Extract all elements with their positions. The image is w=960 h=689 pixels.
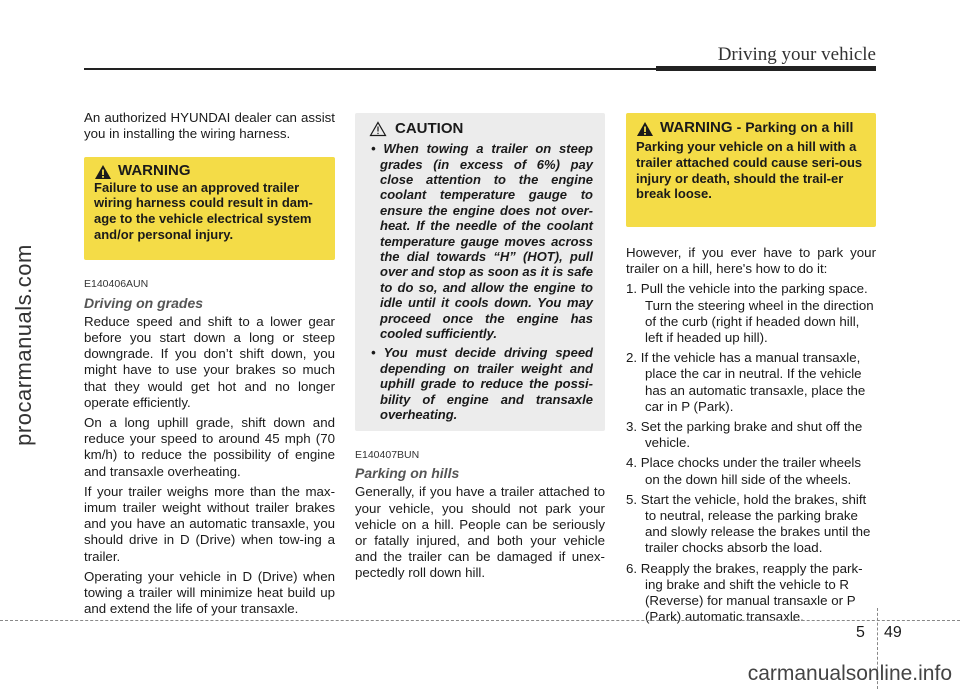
column-3 [626, 113, 876, 629]
page-number: 49 [884, 624, 902, 641]
caution-box [355, 113, 605, 431]
bottom-watermark: carmanualsonline.info [747, 662, 952, 685]
section-heading-driving-on-grades: Driving on grades [84, 294, 204, 311]
step-item: 3. Set the parking brake and shut off the vehicle. [626, 419, 863, 451]
column-1 [84, 110, 335, 621]
body-paragraph: Operating your vehicle in D (Drive) when towing a trailer will minimize heat build up and extend the life of your transaxle. [84, 568, 335, 617]
body-paragraph: Generally, if you have a trailer attached to your vehicle, you should not park your vehicle on a hill. People can be seriously or fatally injured, and both your vehicle and the trailer can be damaged if unex-pectedly roll down hill. [355, 484, 605, 581]
side-watermark [4, 0, 44, 689]
warning-box-parking [626, 113, 876, 227]
step-item: 1. Pull the vehicle into the parking space. Turn the steering wheel in the direction of the curb (right if headed down hill, left if headed up hill). [626, 281, 874, 346]
body-paragraph: On a long uphill grade, shift down and reduce your speed to around 45 mph (70 km/h) to reduce the possibility of engine and transaxle overheating. [84, 415, 335, 479]
side-watermark-text: procarmanuals.com [11, 243, 36, 446]
caution-bullet: • When towing a trailer on steep grades (in excess of 6%) pay close attention to the engine coolant temperature gauge to ensure the engine does not over-heat. If the needle of the coolant temperature gauge moves across the dial towards “H” (HOT), pull over and stop as soon as it is safe to do so, and allow the engine to idle until it cools down. You may proceed once the engine has cooled sufficiently. [371, 141, 593, 342]
caution-triangle-icon [369, 121, 387, 137]
warning-title: WARNING [118, 162, 191, 180]
caution-title: CAUTION [395, 120, 464, 137]
warning-title-row [636, 119, 866, 137]
caution-title-row [369, 121, 593, 137]
step-item: 4. Place chocks under the trailer wheels on the down hill side of the wheels. [626, 455, 862, 487]
caution-bullet: • You must decide driving speed depending on trailer weight and uphill grade to reduce the possi-bility of engine and transaxle overheating. [371, 345, 594, 423]
warning-box-harness [84, 157, 335, 260]
intro-paragraph: An authorized HYUNDAI dealer can assist you in installing the wiring harness. [84, 110, 335, 142]
warning-triangle-icon [94, 164, 112, 180]
caution-bullet-text: When towing a trailer on steep grades (in excess of 6%) pay close attention to the engine coolant temperature gauge to ensure the engine does not over-heat. If the needle of the coolant temperature gauge moves across the dial towards “H” (HOT), pull over and stop as soon as it is safe to do so, and allow the engine to idle until it cools down. You may proceed once the engine has cooled sufficiently. [380, 141, 593, 342]
step-item: 5. Start the vehicle, hold the brakes, shift to neutral, release the parking brake and slowly release the brakes until the trailer chocks absorb the load. [626, 491, 871, 556]
warning-triangle-icon [636, 121, 654, 137]
warning-title-row [94, 163, 325, 179]
warning-title-word: WARNING [660, 119, 733, 136]
warning-text: Failure to use an approved trailer wiring harness could result in dam-age to the vehicle electrical system and/or personal injury. [94, 179, 313, 242]
footer-rule [0, 620, 960, 621]
section-code: E140407BUN [355, 449, 420, 461]
header-rule-accent [656, 66, 876, 71]
body-paragraph: Reduce speed and shift to a lower gear before you start down a long or steep downgrade. If you don’t shift down, you might have to use your brakes so much that they would get hot and no longer operate efficiently. [84, 313, 335, 410]
column-2 [355, 113, 605, 586]
body-paragraph: If your trailer weighs more than the max-imum trailer weight without trailer brakes and you have an automatic transaxle, you should drive in D (Drive) when tow-ing a trailer. [84, 483, 335, 564]
warning-text: Parking your vehicle on a hill with a trailer attached could cause seri-ous injury or death, should the trail-er break loose. [636, 139, 863, 202]
section-heading-parking-on-hills: Parking on hills [355, 465, 460, 482]
caution-bullet-text: You must decide driving speed depending on trailer weight and uphill grade to reduce the possi-bility of engine and transaxle overheating. [380, 345, 594, 423]
intro-paragraph: However, if you ever have to park your trailer on a hill, here's how to do it: [626, 245, 876, 277]
step-item: 2. If the vehicle has a manual transaxle, place the car in neutral. If the vehicle has an automatic transaxle, place the car in P (Park). [626, 350, 866, 414]
warning-title-subject: - Parking on a hill [736, 119, 854, 135]
step-item: 6. Reapply the brakes, reapply the park-ing brake and shift the vehicle to R (Reverse) for manual transaxle or P (Park) automatic transaxle. [626, 560, 863, 625]
page-header-title: Driving your vehicle [717, 44, 876, 65]
section-code: E140406AUN [84, 278, 149, 291]
page-section-number: 5 [856, 624, 865, 641]
warning-title [660, 119, 853, 136]
